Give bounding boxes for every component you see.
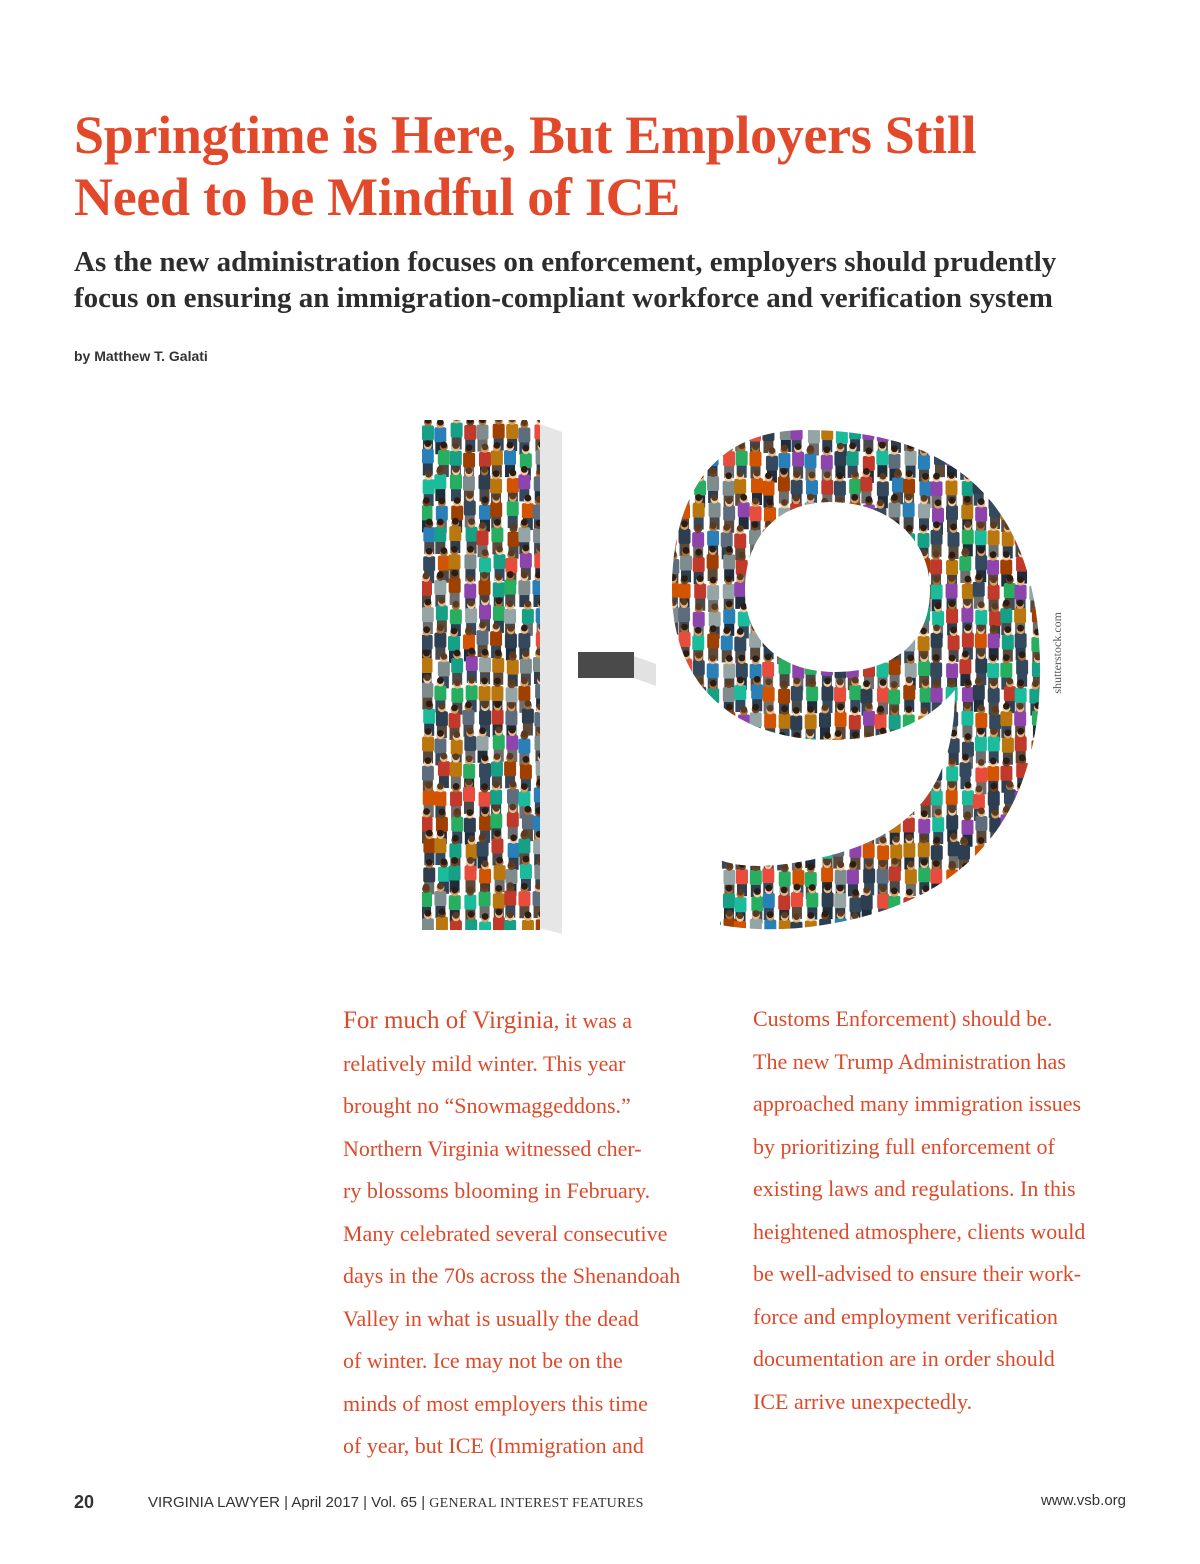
person-figure [835, 600, 847, 635]
person-figure [877, 782, 889, 817]
person-figure [849, 780, 861, 815]
person-figure [778, 577, 790, 612]
person-figure [819, 807, 831, 842]
person-figure [734, 834, 746, 869]
person-figure [975, 444, 987, 479]
person-figure [903, 525, 915, 560]
person-figure [888, 572, 900, 607]
person-figure [821, 629, 833, 664]
person-figure [905, 551, 917, 586]
person-figure [776, 629, 788, 664]
person-figure [862, 520, 874, 555]
section-name: GENERAL INTEREST FEATURES [429, 1496, 644, 1511]
magazine-issue: VIRGINIA LAWYER | April 2017 | Vol. 65 | [148, 1494, 430, 1511]
person-figure [779, 754, 791, 789]
person-figure [693, 858, 705, 893]
person-figure [834, 782, 846, 817]
person-figure [723, 758, 735, 793]
person-figure [889, 603, 901, 638]
hyphen-bar [578, 652, 634, 678]
person-figure [877, 521, 889, 556]
person-figure [692, 421, 704, 456]
person-figure [778, 499, 790, 534]
person-figure [1015, 886, 1027, 921]
person-figure [764, 602, 776, 637]
person-figure [805, 754, 817, 789]
person-figure [1000, 442, 1012, 477]
person-figure [847, 546, 859, 581]
person-figure [668, 860, 680, 895]
body-line: existing laws and regulations. In this [753, 1176, 1076, 1201]
person-figure [804, 626, 816, 661]
person-figure [889, 912, 901, 940]
person-figure [905, 758, 917, 793]
person-figure [888, 784, 900, 819]
body-column-2 [753, 998, 1085, 1423]
person-figure [932, 706, 944, 741]
body-line: of year, but ICE (Immigration and [343, 1433, 644, 1458]
person-figure [877, 576, 889, 611]
person-figure [1000, 860, 1012, 895]
person-figure [723, 807, 735, 842]
body-line: approached many immigration issues [753, 1091, 1082, 1116]
person-figure [860, 577, 872, 612]
person-figure [988, 886, 1000, 921]
person-figure [1000, 806, 1012, 841]
person-figure [678, 811, 690, 846]
crowd-letter-i [420, 414, 548, 940]
person-figure [863, 811, 875, 846]
person-figure [693, 446, 705, 481]
person-figure [792, 546, 804, 581]
person-figure [804, 833, 816, 868]
person-figure [792, 759, 804, 794]
person-figure [903, 603, 915, 638]
person-figure [1031, 416, 1043, 451]
person-figure [780, 520, 792, 555]
person-figure [889, 549, 901, 584]
person-figure [819, 601, 831, 636]
person-figure [931, 885, 943, 920]
person-figure [920, 576, 932, 611]
person-figure [1029, 783, 1041, 818]
person-figure [779, 808, 791, 843]
person-figure [819, 498, 831, 533]
person-figure [975, 419, 987, 454]
person-figure [1032, 551, 1044, 586]
person-figure [934, 442, 946, 477]
person-figure [1014, 915, 1026, 940]
person-figure [763, 521, 775, 556]
person-figure [932, 912, 944, 940]
person-figure [751, 785, 763, 820]
title-line-1: Springtime is Here, But Employers Still [74, 105, 977, 165]
person-figure [1029, 468, 1041, 503]
person-figure [989, 912, 1001, 940]
body-line: of winter. Ice may not be on the [343, 1348, 623, 1373]
person-figure [763, 733, 775, 768]
person-figure [918, 731, 930, 766]
person-figure [834, 546, 846, 581]
person-figure [962, 418, 974, 453]
byline: by Matthew T. Galati [74, 348, 208, 364]
person-figure [834, 575, 846, 610]
body-line: Many celebrated several consecutive [343, 1220, 668, 1246]
person-figure [763, 782, 775, 817]
person-figure [863, 599, 875, 634]
person-figure [1002, 420, 1014, 455]
person-figure [763, 575, 775, 610]
title-line-2: Need to be Mindful of ICE [74, 167, 681, 227]
person-figure [679, 836, 691, 871]
person-figure [694, 781, 706, 816]
person-figure [1015, 837, 1027, 872]
person-figure [1014, 806, 1026, 841]
person-figure [723, 782, 735, 817]
lead-in-continuation: , it was a [553, 1008, 632, 1033]
person-figure [678, 417, 690, 452]
person-figure [750, 807, 762, 842]
person-figure [679, 884, 691, 919]
person-figure [947, 420, 959, 455]
person-figure [975, 911, 987, 940]
person-figure [863, 757, 875, 792]
person-figure [667, 496, 679, 531]
person-figure [779, 602, 791, 637]
person-figure [762, 757, 774, 792]
person-figure [988, 837, 1000, 872]
person-figure [863, 551, 875, 586]
person-figure [903, 573, 915, 608]
body-line: be well-advised to ensure their work- [753, 1261, 1082, 1286]
person-figure [738, 809, 750, 844]
person-figure [1030, 886, 1042, 921]
person-figure [958, 885, 970, 920]
person-figure [694, 885, 706, 920]
person-figure [665, 729, 677, 764]
person-figure [849, 603, 861, 638]
person-figure [762, 550, 774, 585]
person-figure [692, 833, 704, 868]
person-figure [946, 884, 958, 919]
person-figure [959, 444, 971, 479]
person-figure [836, 524, 848, 559]
person-figure [707, 838, 719, 873]
person-figure [975, 862, 987, 897]
person-figure [707, 783, 719, 818]
person-figure [709, 913, 721, 940]
person-figure [680, 759, 692, 794]
i9-crowd-illustration [410, 410, 1100, 940]
person-figure [849, 628, 861, 663]
person-figure [874, 602, 886, 637]
person-figure [877, 757, 889, 792]
body-line: by prioritizing full enforcement of [753, 1133, 1055, 1159]
person-figure [835, 758, 847, 793]
person-figure [862, 416, 874, 451]
person-figure [1032, 496, 1044, 531]
person-figure [693, 913, 705, 940]
person-figure [806, 781, 818, 816]
person-figure [806, 575, 818, 610]
person-figure [665, 626, 677, 661]
person-figure [791, 574, 803, 609]
person-figure [918, 913, 930, 940]
lead-in: For much of Virginia [343, 1007, 554, 1034]
person-figure [709, 809, 721, 844]
person-figure [821, 756, 833, 791]
person-figure [1032, 447, 1044, 482]
person-figure [832, 627, 844, 662]
person-figure [667, 702, 679, 737]
person-figure [693, 755, 705, 790]
image-credit: shutterstock.com [1050, 612, 1064, 694]
person-figure [1032, 757, 1044, 792]
person-figure [778, 783, 790, 818]
person-figure [1014, 419, 1026, 454]
person-figure [1028, 811, 1040, 846]
person-figure [707, 419, 719, 454]
person-figure [668, 915, 680, 940]
person-figure [931, 728, 943, 763]
body-line: force and employment verification [753, 1303, 1058, 1329]
website-link[interactable]: www.vsb.org [1040, 1492, 1126, 1509]
person-figure [1031, 526, 1043, 561]
person-figure [946, 915, 958, 940]
person-figure [790, 598, 802, 633]
crowd-digit-nine [665, 416, 1044, 940]
person-figure [667, 448, 679, 483]
person-figure [821, 520, 833, 555]
person-figure [849, 525, 861, 560]
person-figure [1004, 472, 1016, 507]
person-figure [1028, 914, 1040, 940]
person-figure [678, 702, 690, 737]
person-figure [665, 832, 677, 867]
person-figure [987, 419, 999, 454]
person-figure [890, 520, 902, 555]
person-figure [734, 731, 746, 766]
person-figure [678, 472, 690, 507]
person-figure [821, 549, 833, 584]
body-line: ICE arrive unexpectedly. [753, 1388, 973, 1414]
person-figure [679, 678, 691, 713]
page-number: 20 [74, 1492, 95, 1512]
person-figure [1016, 445, 1028, 480]
body-line: Northern Virginia witnessed cher- [343, 1135, 642, 1161]
person-figure [751, 573, 763, 608]
person-figure [721, 730, 733, 765]
person-figure [692, 730, 704, 765]
person-figure [1014, 497, 1026, 532]
article-subtitle [74, 244, 1154, 316]
person-figure [962, 914, 974, 940]
person-figure [764, 808, 776, 843]
person-figure [665, 419, 677, 454]
person-figure [877, 625, 889, 660]
person-figure [791, 781, 803, 816]
person-figure [1016, 864, 1028, 899]
person-figure [987, 442, 999, 477]
body-line: heightened atmosphere, clients would [753, 1218, 1086, 1244]
person-figure [736, 758, 748, 793]
body-line: The new Trump Administration has [753, 1048, 1066, 1074]
person-figure [847, 758, 859, 793]
person-figure [835, 807, 847, 842]
person-figure [1000, 884, 1012, 919]
article-title [74, 104, 1134, 228]
subtitle-line-1: As the new administration focuses on enforcement, employers should prudently [74, 246, 1057, 278]
person-figure [1002, 832, 1014, 867]
person-figure [890, 733, 902, 768]
person-figure [861, 783, 873, 818]
person-figure [1029, 577, 1041, 612]
person-figure [875, 912, 887, 940]
person-figure [694, 678, 706, 713]
person-figure [790, 810, 802, 845]
body-line [343, 1000, 680, 1043]
person-figure [1028, 860, 1040, 895]
person-figure [849, 574, 861, 609]
person-figure [973, 889, 985, 924]
person-figure [667, 890, 679, 925]
person-figure [668, 811, 680, 846]
person-figure [680, 444, 692, 479]
person-figure [849, 809, 861, 844]
body-column-1 [343, 1000, 680, 1468]
person-figure [805, 809, 817, 844]
person-figure [804, 523, 816, 558]
person-figure [749, 733, 761, 768]
person-figure [679, 781, 691, 816]
person-figure [903, 780, 915, 815]
person-figure [709, 706, 721, 741]
person-figure [987, 861, 999, 896]
person-figure [1015, 782, 1027, 817]
body-line: brought no “Snowmaggeddons.” [343, 1093, 631, 1118]
page-footer [74, 1492, 1126, 1516]
person-figure [1015, 473, 1027, 508]
person-figure [903, 731, 915, 766]
person-figure [862, 629, 874, 664]
person-figure [667, 471, 679, 506]
person-figure [668, 757, 680, 792]
person-figure [778, 548, 790, 583]
person-figure [776, 732, 788, 767]
person-figure [667, 677, 679, 712]
body-line: Valley in what is usually the dead [343, 1305, 639, 1331]
person-figure [693, 810, 705, 845]
subtitle-line-2: focus on ensuring an immigration-compliant workforce and verification system [74, 282, 1053, 314]
body-line: Customs Enforcement) should be. [753, 1006, 1053, 1031]
person-figure [805, 548, 817, 583]
person-figure [707, 861, 719, 896]
person-figure [889, 755, 901, 790]
body-line: relatively mild winter. This year [343, 1050, 626, 1076]
person-figure [707, 728, 719, 763]
person-figure [750, 758, 762, 793]
person-figure [821, 574, 833, 609]
person-figure [903, 912, 915, 940]
person-figure [667, 654, 679, 689]
person-figure [791, 520, 803, 555]
body-line: documentation are in order should [753, 1346, 1055, 1371]
body-line: ry blossoms blooming in February. [343, 1178, 651, 1203]
body-line: days in the 70s across the Shenandoah [343, 1263, 681, 1288]
magazine-info [148, 1494, 644, 1512]
person-figure [863, 915, 875, 940]
person-figure [918, 756, 930, 791]
person-figure [678, 914, 690, 940]
person-figure [707, 758, 719, 793]
person-figure [680, 862, 692, 897]
person-figure [667, 780, 679, 815]
person-figure [693, 706, 705, 741]
person-figure [876, 551, 888, 586]
person-figure [707, 886, 719, 921]
person-figure [1032, 835, 1044, 870]
person-figure [791, 629, 803, 664]
person-figure [805, 603, 817, 638]
person-figure [930, 418, 942, 453]
person-figure [822, 781, 834, 816]
person-figure [1015, 522, 1027, 557]
body-line: minds of most employers this time [343, 1390, 648, 1416]
person-figure [734, 780, 746, 815]
person-figure [679, 733, 691, 768]
person-figure [680, 650, 692, 685]
person-figure [1001, 915, 1013, 940]
